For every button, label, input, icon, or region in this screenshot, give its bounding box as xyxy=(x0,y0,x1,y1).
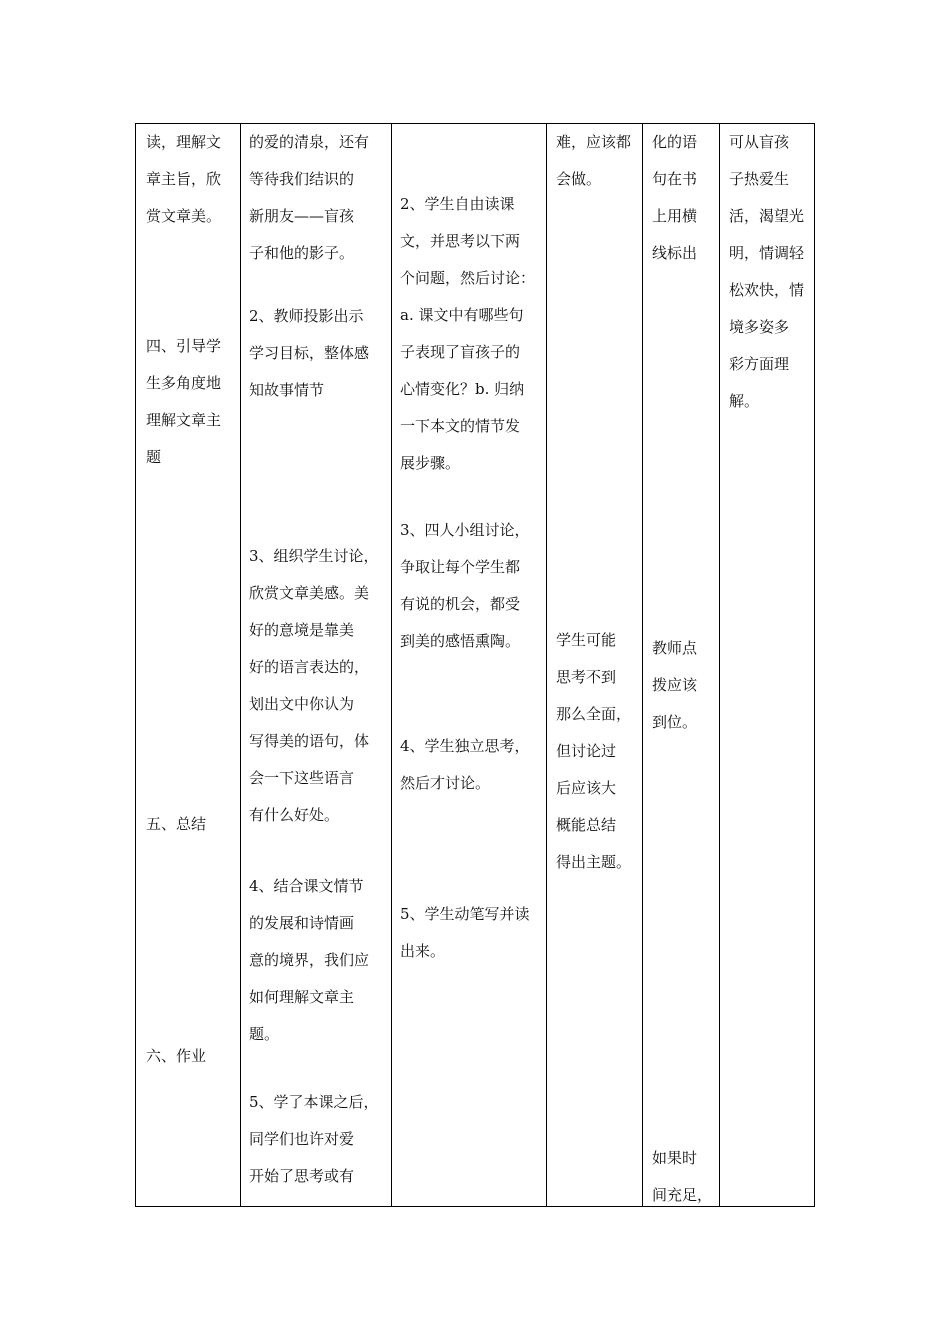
text-line: 好的语言表达的， xyxy=(249,658,370,676)
text-line: 上用横 xyxy=(652,207,698,225)
text-line: 文，并思考以下两 xyxy=(400,232,521,250)
text-line: 4、结合课文情节 xyxy=(249,877,364,895)
text-line: 题 xyxy=(146,448,162,466)
text-line: 题。 xyxy=(249,1025,280,1043)
column-divider xyxy=(240,124,241,1206)
text-line: 线标出 xyxy=(652,244,698,262)
text-line: 展步骤。 xyxy=(400,454,461,472)
text-line: 生多角度地 xyxy=(146,374,222,392)
cell-block xyxy=(556,124,640,198)
text-line: 4、学生独立思考， xyxy=(400,737,530,755)
cell-block xyxy=(249,298,389,409)
cell-block xyxy=(146,806,238,843)
text-line: 那么全面， xyxy=(556,705,632,723)
text-line: 五、总结 xyxy=(146,815,207,833)
column-divider xyxy=(719,124,720,1206)
text-line: 思考不到 xyxy=(556,668,617,686)
text-line: 知故事情节 xyxy=(249,381,325,399)
text-line: 的爱的清泉，还有 xyxy=(249,133,370,151)
text-line: 的发展和诗情画 xyxy=(249,914,355,932)
cell-block xyxy=(729,124,815,420)
text-line: 但讨论过 xyxy=(556,742,617,760)
text-line: 教师点 xyxy=(652,639,698,657)
text-line: 到位。 xyxy=(652,713,698,731)
text-line: 松欢快，情 xyxy=(729,281,805,299)
text-line: 子和他的影子。 xyxy=(249,244,355,262)
text-line: 如果时 xyxy=(652,1149,698,1167)
text-line: 有说的机会，都受 xyxy=(400,595,521,613)
text-line: 明，情调轻 xyxy=(729,244,805,262)
cell-block xyxy=(400,728,544,802)
text-line: 2、学生自由读课 xyxy=(400,195,515,213)
text-line: 一下本文的情节发 xyxy=(400,417,521,435)
text-line: 然后才讨论。 xyxy=(400,774,491,792)
text-line: 彩方面理 xyxy=(729,355,790,373)
text-line: 划出文中你认为 xyxy=(249,695,355,713)
text-line: 境多姿多 xyxy=(729,318,790,336)
text-line: 3、组织学生讨论， xyxy=(249,547,379,565)
text-line: 5、学生动笔写并读 xyxy=(400,905,530,923)
text-line: 写得美的语句，体 xyxy=(249,732,370,750)
text-line: 学生可能 xyxy=(556,631,617,649)
cell-block xyxy=(400,896,544,970)
text-line: 3、四人小组讨论， xyxy=(400,521,530,539)
text-line: 解。 xyxy=(729,392,760,410)
text-line: 间充足， xyxy=(652,1186,713,1204)
text-line: 新朋友——盲孩 xyxy=(249,207,355,225)
cell-block xyxy=(249,538,389,834)
text-line: 出来。 xyxy=(400,942,446,960)
cell-block xyxy=(652,1140,718,1214)
text-line: 化的语 xyxy=(652,133,698,151)
text-line: 拨应该 xyxy=(652,676,698,694)
cell-block xyxy=(146,1038,238,1075)
text-line: 赏文章美。 xyxy=(146,207,222,225)
cell-block xyxy=(146,124,238,235)
cell-block xyxy=(400,512,544,660)
text-line: 章主旨，欣 xyxy=(146,170,222,188)
cell-block xyxy=(146,328,238,476)
text-line: 理解文章主 xyxy=(146,411,222,429)
text-line: 活，渴望光 xyxy=(729,207,805,225)
text-line: 可从盲孩 xyxy=(729,133,790,151)
column-divider xyxy=(391,124,392,1206)
cell-block xyxy=(249,868,389,1053)
text-line: 有什么好处。 xyxy=(249,806,340,824)
text-line: 好的意境是靠美 xyxy=(249,621,355,639)
text-line: 六、作业 xyxy=(146,1047,207,1065)
text-line: 心情变化？b. 归纳 xyxy=(400,380,525,398)
text-line: 句在书 xyxy=(652,170,698,188)
text-line: 会一下这些语言 xyxy=(249,769,355,787)
text-line: 会做。 xyxy=(556,170,602,188)
text-line: 同学们也许对爱 xyxy=(249,1130,355,1148)
text-line: 欣赏文章美感。美 xyxy=(249,584,370,602)
cell-block xyxy=(249,124,389,272)
cell-block xyxy=(400,186,544,482)
text-line: 如何理解文章主 xyxy=(249,988,355,1006)
column-divider xyxy=(546,124,547,1206)
cell-block xyxy=(556,622,640,881)
lesson-plan-table xyxy=(135,123,815,1207)
cell-block xyxy=(652,630,718,741)
text-line: 到美的感悟熏陶。 xyxy=(400,632,521,650)
text-line: 得出主题。 xyxy=(556,853,632,871)
text-line: 等待我们结识的 xyxy=(249,170,355,188)
text-line: a. 课文中有哪些句 xyxy=(400,306,524,324)
text-line: 四、引导学 xyxy=(146,337,222,355)
cell-block xyxy=(249,1084,389,1195)
text-line: 5、学了本课之后， xyxy=(249,1093,379,1111)
text-line: 子热爱生 xyxy=(729,170,790,188)
text-line: 读，理解文 xyxy=(146,133,222,151)
text-line: 后应该大 xyxy=(556,779,617,797)
cell-block xyxy=(652,124,718,272)
text-line: 2、教师投影出示 xyxy=(249,307,364,325)
text-line: 子表现了盲孩子的 xyxy=(400,343,521,361)
column-divider xyxy=(642,124,643,1206)
text-line: 难，应该都 xyxy=(556,133,632,151)
text-line: 学习目标，整体感 xyxy=(249,344,370,362)
text-line: 个问题，然后讨论： xyxy=(400,269,536,287)
text-line: 争取让每个学生都 xyxy=(400,558,521,576)
text-line: 意的境界，我们应 xyxy=(249,951,370,969)
text-line: 概能总结 xyxy=(556,816,617,834)
text-line: 开始了思考或有 xyxy=(249,1167,355,1185)
